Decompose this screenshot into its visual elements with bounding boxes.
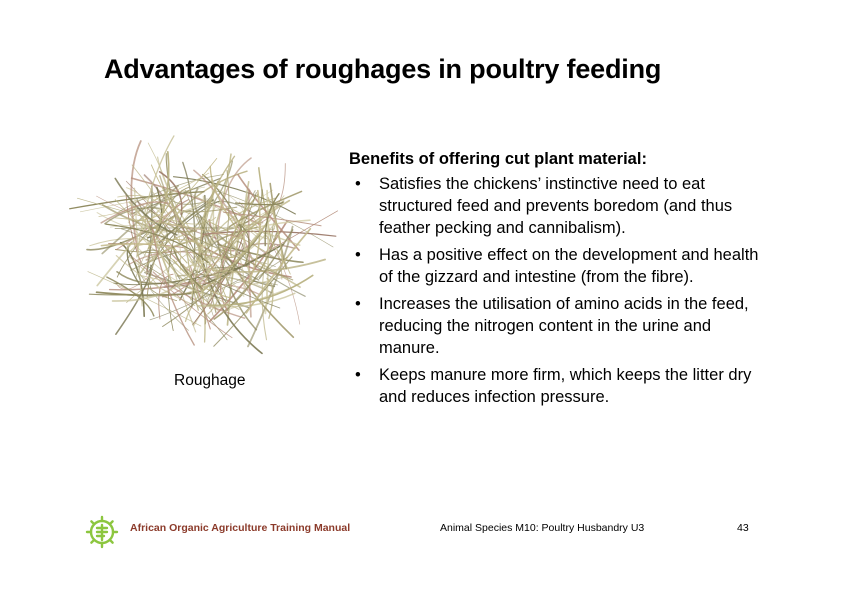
- content-block: [349, 150, 769, 413]
- list-item-text: Keeps manure more firm, which keeps the litter dry and reduces infection pressure.: [379, 366, 752, 406]
- list-item: [349, 364, 769, 408]
- hay-pile-illustration: [60, 128, 350, 368]
- aoatm-logo-icon: [84, 514, 120, 550]
- list-item-text: Increases the utilisation of amino acids in the feed, reducing the nitrogen content in the urine and manure.: [379, 295, 749, 357]
- bullet-icon: •: [355, 295, 361, 313]
- list-item: [349, 293, 769, 359]
- benefits-heading: Benefits of offering cut plant material:: [349, 150, 647, 168]
- list-item: [349, 244, 769, 288]
- bullet-icon: •: [355, 175, 361, 193]
- benefits-list: [349, 173, 769, 408]
- footer-module: Animal Species M10: Poultry Husbandry U3: [440, 522, 645, 534]
- slide-title: Advantages of roughages in poultry feeding: [104, 54, 662, 84]
- bullet-icon: •: [355, 246, 361, 264]
- hay-strand: [89, 294, 190, 295]
- page-number: 43: [737, 522, 749, 534]
- list-item-text: Satisfies the chickens’ instinctive need to eat structured feed and prevents boredom (and thus feather pecking and cannibalism).: [379, 175, 733, 237]
- bullet-icon: •: [355, 366, 361, 384]
- list-item: [349, 173, 769, 239]
- roughage-image: [60, 128, 350, 368]
- list-item-text: Has a positive effect on the development and health of the gizzard and intestine (from the fibre).: [379, 246, 759, 286]
- footer-manual-name: African Organic Agriculture Training Manual: [130, 522, 351, 534]
- image-caption: Roughage: [174, 372, 246, 389]
